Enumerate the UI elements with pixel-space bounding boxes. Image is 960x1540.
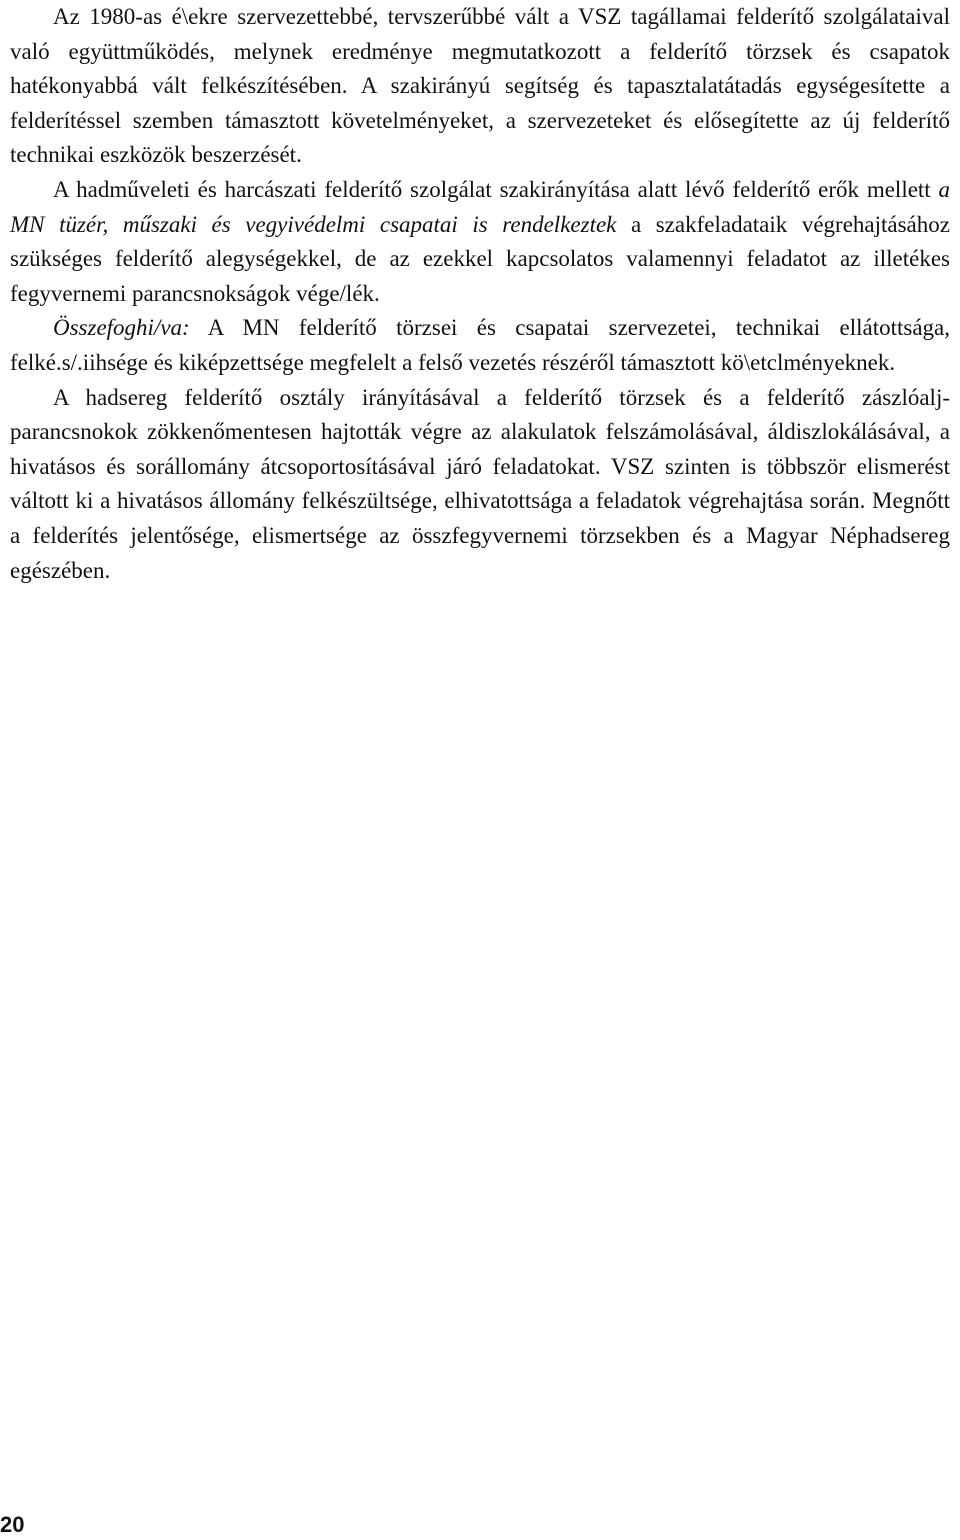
paragraph-4 xyxy=(10,381,950,589)
paragraph-1-text: Az 1980-as é\ekre szervezettebbé, tervszerűbbé vált a VSZ tagállamai felderítő szolgálataival való együttműködés, melynek eredménye megmutatkozott a felderítő törzsek és csapatok hatékonyabbá vált felkészítésében. A szakirányú segítség és tapasztalatátadás egységesítette a felderítéssel szemben támasztott követelményeket, a szervezeteket és elősegítette az új felderítő technikai eszközök beszerzését. xyxy=(10,4,950,168)
paragraph-4-text: A hadsereg felderítő osztály irányításával a felderítő törzsek és a felderítő zászlóalj-parancsnokok zökkenőmentesen hajtották végre az alakulatok felszámolásával, áldiszlokálásával, a hivatásos és sorállomány átcsoportosításával járó feladatokat. VSZ szinten is többször elismerést váltott ki a hivatásos állomány felkészültsége, elhivatottsága a feladatok végrehajtása során. Megnőtt a felderítés jelentősége, elismertsége az összfegyvernemi törzsekben és a Magyar Néphadsereg egészében. xyxy=(10,384,950,583)
paragraph-2-text-end: a szakfeladataik végrehajtásához szükséges felderítő alegységekkel, de az ezekkel kapcsolatos valamennyi feladatot az illetékes fegyvernemi parancsnokságok vége/lék. xyxy=(10,211,950,306)
paragraph-2-text-start: A hadműveleti és harcászati felderítő szolgálat szakirányítása alatt lévő felderítő erők mellett xyxy=(53,176,939,202)
paragraph-2-italic-text: a MN tüzér, műszaki és vegyivédelmi csapatai is rendelkeztek xyxy=(10,176,950,237)
paragraph-3-italic-lead: Összefoghi/va: xyxy=(53,315,190,341)
document-page xyxy=(10,0,950,588)
paragraph-3-text: A MN felderítő törzsei és csapatai szervezetei, technikai ellátottsága, felké.s/.iihsége és kiképzettsége megfelelt a felső vezetés részéről támasztott kö\etclményeknek. xyxy=(10,315,950,375)
page-number: 20 xyxy=(0,1512,25,1537)
paragraph-1 xyxy=(10,0,950,173)
paragraph-2 xyxy=(10,173,950,311)
paragraph-3 xyxy=(10,311,950,380)
